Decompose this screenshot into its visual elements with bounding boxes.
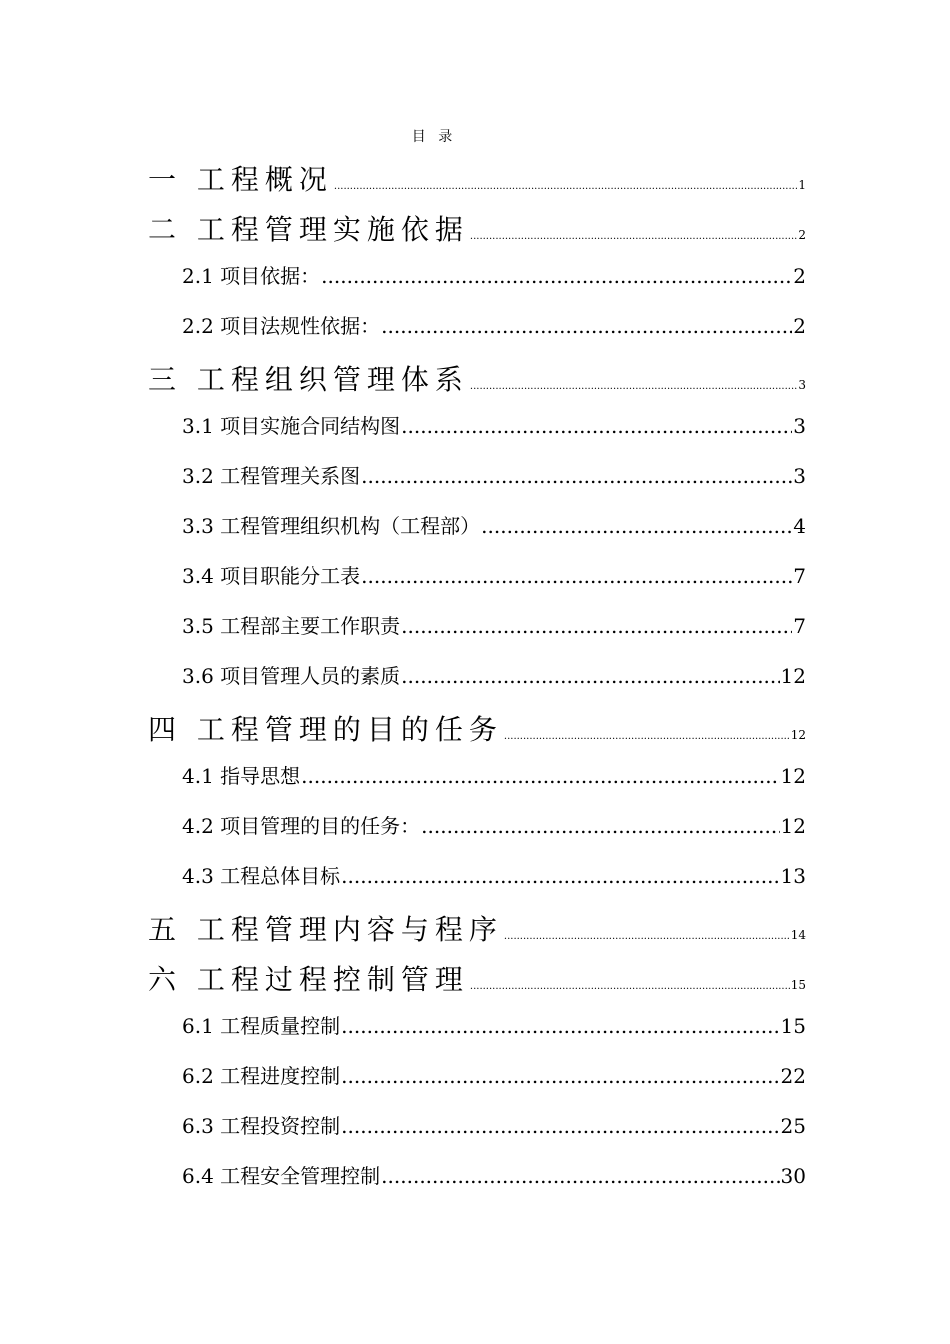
toc-entry-title: 6.3 工程投资控制 (182, 1114, 341, 1138)
toc-entry-title: 二 工程管理实施依据 (148, 213, 469, 246)
dot-leader (401, 614, 792, 638)
toc-entry-page: 7 (793, 614, 806, 638)
dot-leader (361, 564, 792, 588)
toc-entry-page: 12 (780, 664, 806, 688)
toc-entry[interactable] (0, 650, 806, 700)
dot-leader (301, 764, 779, 788)
toc-entry-title: 3.4 项目职能分工表 (182, 564, 361, 588)
toc-entry[interactable] (0, 350, 806, 400)
toc-entry[interactable] (0, 950, 806, 1000)
toc-entry-page: 14 (790, 928, 806, 942)
toc-entry-page: 3 (793, 464, 806, 488)
toc-entry-title: 四 工程管理的目的任务 (148, 713, 503, 746)
toc-entry-page: 25 (780, 1114, 806, 1138)
dot-leader (361, 464, 792, 488)
toc-entry-page: 4 (793, 514, 806, 538)
toc-entry-title: 6.2 工程进度控制 (182, 1064, 341, 1088)
toc-entry[interactable] (0, 600, 806, 650)
toc-entry-title: 2.2 项目法规性依据： (182, 314, 381, 338)
dot-leader (481, 514, 792, 538)
dot-leader (381, 1164, 779, 1188)
toc-entry[interactable] (0, 200, 806, 250)
toc-entry-title: 2.1 项目依据： (182, 264, 321, 288)
toc-entry-page: 1 (798, 178, 806, 192)
toc-entry-title: 六 工程过程控制管理 (148, 963, 469, 996)
dot-leader (421, 814, 779, 838)
dot-leader (341, 1114, 779, 1138)
toc-entry-page: 7 (793, 564, 806, 588)
toc-entry[interactable] (0, 700, 806, 750)
toc-entry-title: 4.1 指导思想 (182, 764, 301, 788)
toc-entry-title: 一 工程概况 (148, 163, 333, 196)
toc-entry-page: 12 (790, 728, 806, 742)
toc-entry-page: 2 (793, 314, 806, 338)
toc-entry[interactable] (0, 1150, 806, 1200)
toc-entry[interactable] (0, 800, 806, 850)
toc-entry-title: 3.6 项目管理人员的素质 (182, 664, 401, 688)
toc-entry-title: 6.4 工程安全管理控制 (182, 1164, 381, 1188)
dot-leader (381, 314, 792, 338)
toc-entry-title: 3.2 工程管理关系图 (182, 464, 361, 488)
toc-entry[interactable] (0, 1050, 806, 1100)
toc-entry-page: 3 (798, 378, 806, 392)
toc-entry-page: 15 (790, 978, 806, 992)
toc-entry[interactable] (0, 300, 806, 350)
dot-leader (470, 381, 797, 392)
dot-leader (401, 664, 779, 688)
toc-entry-title: 三 工程组织管理体系 (148, 363, 469, 396)
toc-entry-title: 4.2 项目管理的目的任务： (182, 814, 421, 838)
dot-leader (470, 231, 797, 242)
dot-leader (334, 181, 797, 192)
toc-entry-title: 6.1 工程质量控制 (182, 1014, 341, 1038)
dot-leader (504, 731, 790, 742)
toc-entry-page: 13 (780, 864, 806, 888)
toc-entry-title: 3.3 工程管理组织机构（工程部） (182, 514, 481, 538)
toc-entry[interactable] (0, 550, 806, 600)
toc-entry-page: 22 (780, 1064, 806, 1088)
toc-entry-page: 30 (780, 1164, 806, 1188)
toc-entry[interactable] (0, 150, 806, 200)
dot-leader (401, 414, 792, 438)
toc-heading: 目 录 (411, 129, 457, 145)
toc-entry[interactable] (0, 850, 806, 900)
toc-entry-page: 3 (793, 414, 806, 438)
toc-entry[interactable] (0, 250, 806, 300)
toc-entry[interactable] (0, 750, 806, 800)
dot-leader (470, 981, 790, 992)
toc-entry-page: 12 (780, 764, 806, 788)
toc-entry[interactable] (0, 900, 806, 950)
table-of-contents (0, 150, 950, 1200)
toc-entry[interactable] (0, 1100, 806, 1150)
toc-entry[interactable] (0, 500, 806, 550)
dot-leader (504, 931, 790, 942)
dot-leader (341, 864, 779, 888)
dot-leader (321, 264, 792, 288)
toc-entry[interactable] (0, 400, 806, 450)
toc-entry-page: 12 (780, 814, 806, 838)
toc-entry-title: 3.1 项目实施合同结构图 (182, 414, 401, 438)
toc-entry-title: 4.3 工程总体目标 (182, 864, 341, 888)
toc-entry-page: 2 (793, 264, 806, 288)
toc-entry-title: 3.5 工程部主要工作职责 (182, 614, 401, 638)
toc-entry-title: 五 工程管理内容与程序 (148, 913, 503, 946)
toc-entry-page: 15 (780, 1014, 806, 1038)
dot-leader (341, 1064, 779, 1088)
toc-entry[interactable] (0, 450, 806, 500)
toc-entry-page: 2 (798, 228, 806, 242)
dot-leader (341, 1014, 779, 1038)
toc-entry[interactable] (0, 1000, 806, 1050)
